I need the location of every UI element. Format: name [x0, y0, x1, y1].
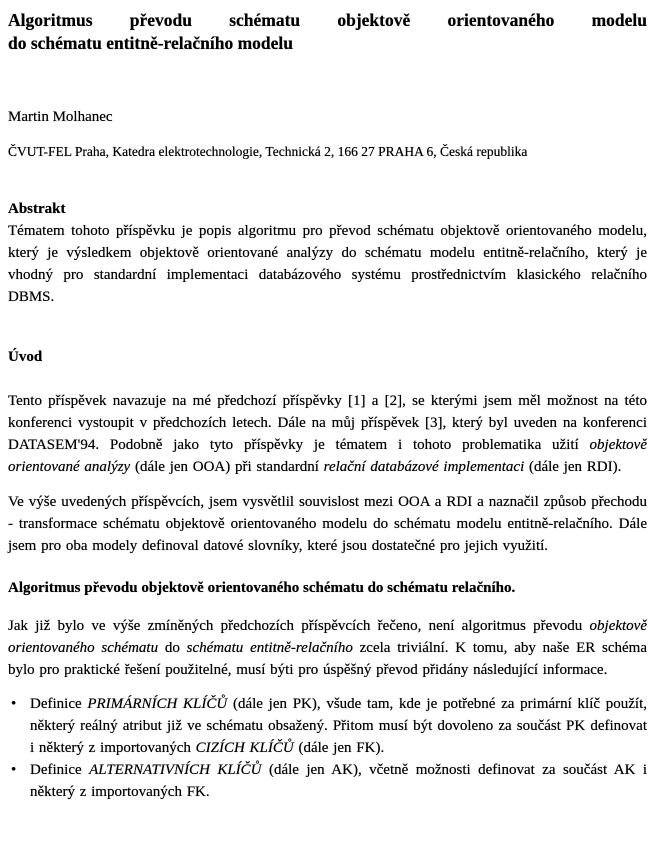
para-2: [8, 491, 647, 557]
text-segment: Definice: [30, 696, 88, 712]
bullet-icon: •: [11, 696, 17, 712]
text-segment: Tento příspěvek navazuje na mé předchozí příspěvky [1] a [2], se kterými jsem měl možnost na této konferenci vystoupit v předchozích letech. Dále na můj příspěvek [3], který byl uveden na konferenci DATASEM'94. Podobně jako tyto příspěvky je tématem i tohoto problematika užití: [8, 393, 647, 453]
italic-text: CIZÍCH KLÍČŮ: [195, 740, 294, 756]
title-line: do schématu entitně-relačního modelu: [8, 33, 294, 53]
text-segment: (dále jen FK).: [293, 740, 385, 756]
text-segment: (dále jen PK), všude tam, kde je potřebné za primární klíč použít, některý reálný atribut již ve schématu obsažený. Přitom musí být dovoleno za součást PK definovat i některý z importovaných: [30, 696, 647, 756]
text-segment: zcela triviální. K tomu, aby naše ER schéma bylo pro praktické řešení použitelné, musí býti pro úspěšný převod přidány následující informace.: [8, 640, 647, 678]
para-1: [8, 390, 647, 478]
document-body: [8, 9, 647, 803]
affiliation: ČVUT-FEL Praha, Katedra elektrotechnologie, Technická 2, 166 27 PRAHA 6, Česká republika: [8, 144, 528, 159]
bullet-icon: •: [11, 762, 17, 778]
text-segment: (dále jen OOA) při standardní: [130, 459, 324, 475]
bullet-list: [8, 693, 647, 803]
text-segment: (dále jen RDI).: [524, 459, 622, 475]
italic-text: PRIMÁRNÍCH KLÍČŮ: [87, 696, 228, 712]
italic-text: objektově orientovaného schématu: [8, 618, 647, 656]
italic-text: ALTERNATIVNÍCH KLÍČŮ: [89, 762, 262, 778]
author: Martin Molhanec: [8, 109, 113, 125]
heading-abstrakt: Abstrakt: [8, 201, 66, 217]
heading-uvod: Úvod: [8, 349, 43, 365]
text-segment: Ve výše uvedených příspěvcích, jsem vysvětlil souvislost mezi OOA a RDI a naznačil způsob přechodu - transformace schématu objektově orientovaného modelu do schématu modelu entitně-relačního. Dále jsem pro oba modely definoval datové slovníky, které jsou dostatečné pro jejich využití.: [8, 494, 647, 554]
bullet-item: [8, 759, 647, 803]
bullet-item: [8, 693, 647, 759]
para-abstract: [8, 220, 647, 308]
heading-algoritmus: Algoritmus převodu objektově orientovaného schématu do schématu relačního.: [8, 580, 516, 596]
italic-text: schématu entitně-relačního: [186, 640, 353, 656]
title: [8, 9, 647, 55]
title-line: Algoritmus převodu schématu objektově orientovaného modelu: [8, 10, 647, 30]
text-segment: do: [158, 640, 187, 656]
text-segment: Jak již bylo ve výše zmíněných předchozích příspěvcích řečeno, není algoritmus převodu: [8, 618, 590, 634]
italic-text: relační databázové implementaci: [323, 459, 525, 475]
text-segment: Tématem tohoto příspěvku je popis algoritmu pro převod schématu objektově orientovaného modelu, který je výsledkem objektově orientované analýzy do schématu modelu entitně-relačního, který je vhodný pro standardní implementaci databázového systému prostřednictvím klasického relačního DBMS.: [8, 223, 647, 305]
text-segment: Definice: [30, 762, 90, 778]
text-segment: (dále jen AK), včetně možnosti definovat za součást AK i některý z importovaných FK.: [30, 762, 647, 800]
para-3: [8, 615, 647, 681]
italic-text: objektově orientované analýzy: [8, 437, 647, 475]
